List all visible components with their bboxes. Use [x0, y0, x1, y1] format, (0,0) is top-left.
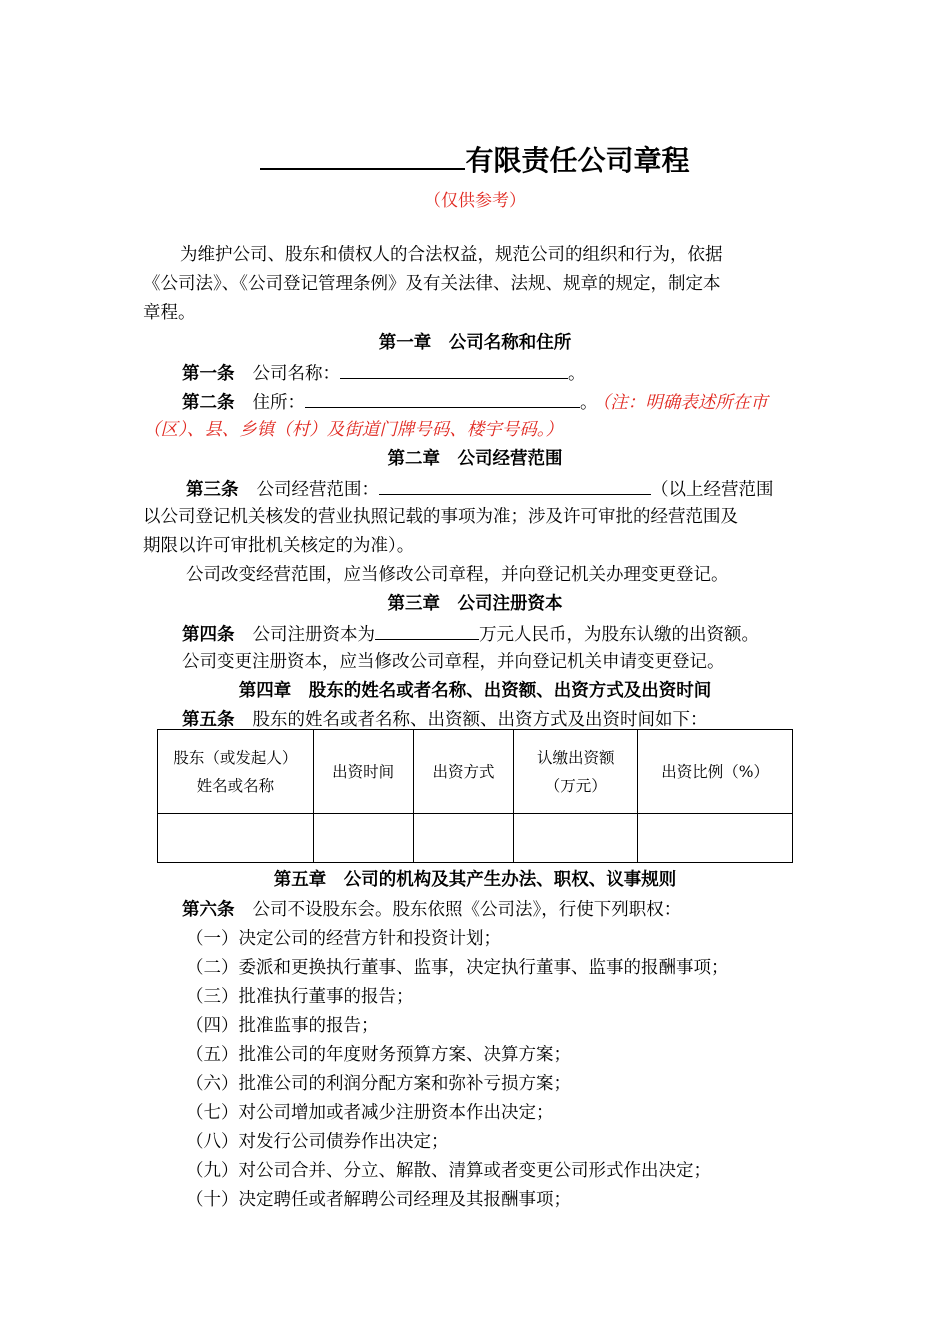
chapter-2-heading: 第二章 公司经营范围: [387, 449, 563, 469]
article-1-text: 公司名称：: [252, 364, 340, 384]
article-1-end: 。: [568, 364, 586, 384]
article-3-label: 第三条: [186, 480, 239, 500]
business-scope-field: [379, 474, 651, 495]
article-3: [186, 474, 774, 504]
list-item: （四）批准监事的报告；: [186, 1016, 379, 1036]
article-1: [182, 358, 586, 388]
header-subscribed-amount: 认缴出资额 （万元）: [514, 730, 638, 814]
list-item: （八）对发行公司债券作出决定；: [186, 1132, 449, 1152]
header-contribution-ratio: 出资比例（%）: [638, 730, 793, 814]
header-contribution-method: 出资方式: [413, 730, 514, 814]
document-title: [0, 138, 950, 181]
table-cell: [313, 814, 413, 863]
article-6-label: 第六条: [182, 900, 235, 920]
article-6-text: 公司不设股东会。股东依照《公司法》，行使下列职权：: [252, 900, 682, 920]
address-field: [305, 387, 580, 408]
list-item: （二）委派和更换执行董事、监事，决定执行董事、监事的报酬事项；: [186, 958, 729, 978]
table-header-row: [158, 730, 793, 814]
company-name-field: [340, 358, 568, 379]
article-3-tail: （以上经营范围: [651, 480, 774, 500]
article-1-label: 第一条: [182, 364, 235, 384]
article-2-end: 。: [580, 393, 598, 413]
list-item: （九）对公司合并、分立、解散、清算或者变更公司形式作出决定；: [186, 1161, 711, 1181]
shareholder-table: [157, 729, 793, 863]
list-item: （三）批准执行董事的报告；: [186, 987, 414, 1007]
article-5-label: 第五条: [182, 710, 235, 730]
chapter-4-heading: 第四章 股东的姓名或者名称、出资额、出资方式及出资时间: [238, 681, 712, 701]
table-row: [158, 814, 793, 863]
article-2: [182, 387, 768, 417]
table-cell: [158, 814, 314, 863]
company-name-blank: [260, 138, 465, 170]
chapter-5-heading: 第五章 公司的机构及其产生办法、职权、议事规则: [273, 870, 677, 890]
preamble-line-3: 章程。: [143, 303, 196, 323]
header-shareholder-name: 股东（或发起人） 姓名或名称: [158, 730, 314, 814]
preamble-line-2: 《公司法》、《公司登记管理条例》及有关法律、法规、规章的规定，制定本: [143, 274, 721, 294]
list-item: （五）批准公司的年度财务预算方案、决算方案；: [186, 1045, 571, 1065]
article-2-text: 住所：: [252, 393, 305, 413]
chapter-3-heading: 第三章 公司注册资本: [387, 594, 563, 614]
list-item: （一）决定公司的经营方针和投资计划；: [186, 929, 501, 949]
address-note-1: （注：明确表述所在市: [601, 393, 768, 413]
article-4-text-after: 万元人民币，为股东认缴的出资额。: [479, 625, 759, 645]
preamble-line-1: 为维护公司、股东和债权人的合法权益，规范公司的组织和行为，依据: [180, 245, 723, 265]
article-3-text: 公司经营范围：: [256, 480, 379, 500]
article-2-label: 第二条: [182, 393, 235, 413]
article-4-line-2: 公司变更注册资本，应当修改公司章程，并向登记机关申请变更登记。: [182, 652, 725, 672]
header-contribution-time: 出资时间: [313, 730, 413, 814]
chapter-1-heading: 第一章 公司名称和住所: [378, 333, 572, 353]
article-3-line-3: 期限以许可审批机关核定的为准）。: [143, 536, 415, 556]
reference-note: （仅供参考）: [424, 191, 526, 211]
list-item: （六）批准公司的利润分配方案和弥补亏损方案；: [186, 1074, 571, 1094]
article-3-line-2: 以公司登记机关核发的营业执照记载的事项为准；涉及许可审批的经营范围及: [143, 507, 738, 527]
article-5-text: 股东的姓名或者名称、出资额、出资方式及出资时间如下：: [252, 710, 708, 730]
list-item: （七）对公司增加或者减少注册资本作出决定；: [186, 1103, 554, 1123]
title-text: 有限责任公司章程: [465, 144, 690, 177]
registered-capital-field: [375, 619, 479, 640]
table-cell: [514, 814, 638, 863]
table-cell: [413, 814, 514, 863]
list-item: （十）决定聘任或者解聘公司经理及其报酬事项；: [186, 1190, 571, 1210]
article-4-label: 第四条: [182, 625, 235, 645]
article-4-text-before: 公司注册资本为: [252, 625, 375, 645]
article-6: [182, 896, 681, 924]
article-3-line-4: 公司改变经营范围，应当修改公司章程，并向登记机关办理变更登记。: [186, 565, 729, 585]
table-cell: [638, 814, 793, 863]
article-4: [182, 619, 759, 649]
address-note-2: （区）、县、乡镇（村）及街道门牌号码、楼宇号码。）: [143, 420, 563, 440]
